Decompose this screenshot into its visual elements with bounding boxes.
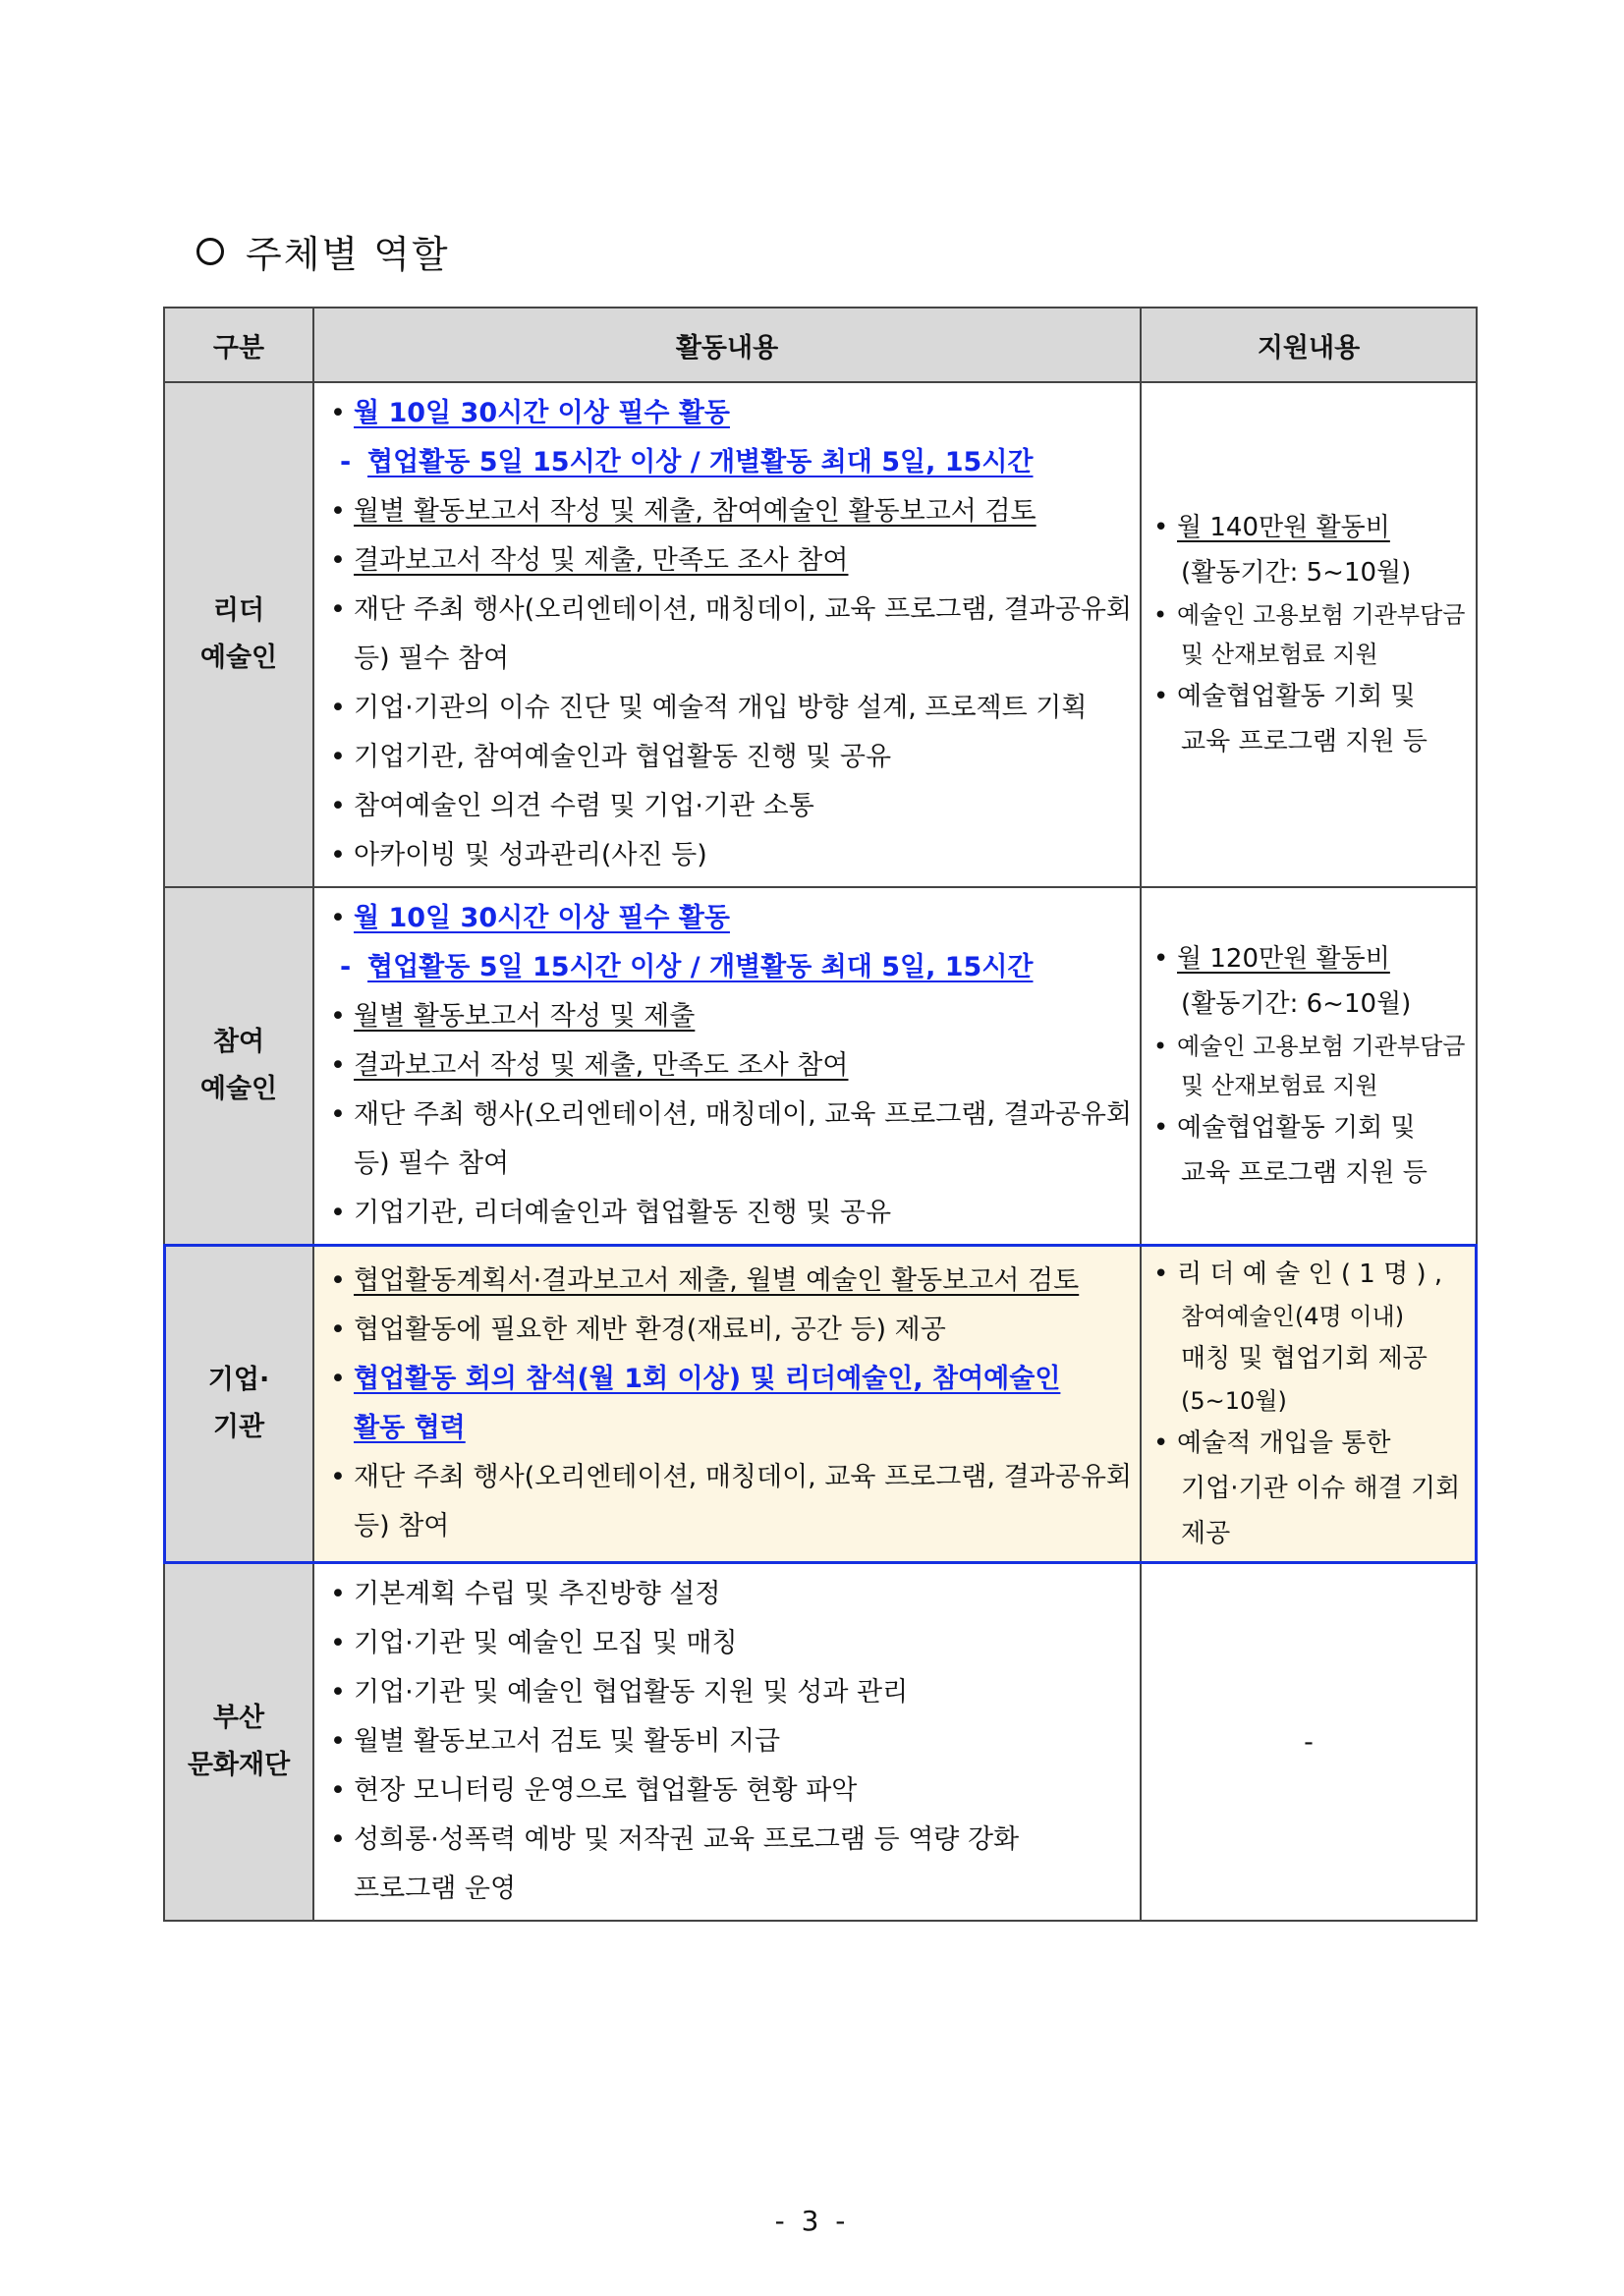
support-cell xyxy=(1141,1563,1477,1921)
line-text: 및 산재보험료 지원 xyxy=(1181,1072,1378,1099)
line-text: (활동기간: 5~10월) xyxy=(1181,558,1412,588)
support-cell xyxy=(1141,382,1477,887)
line-text: 프로그램 운영 xyxy=(354,1874,517,1904)
activities-cell xyxy=(313,887,1141,1245)
bullet-line xyxy=(330,1041,1130,1091)
bullet-line xyxy=(330,1766,1130,1816)
continuation-line xyxy=(1153,1381,1464,1421)
continuation-line xyxy=(1153,1150,1464,1196)
continuation-line xyxy=(1153,1297,1464,1336)
bullet-dot-icon: • xyxy=(1153,682,1169,711)
header-support: 지원내용 xyxy=(1141,308,1477,382)
continuation-line xyxy=(1153,719,1464,764)
bullet-line xyxy=(330,1453,1130,1502)
dash-icon: - xyxy=(340,447,352,477)
bullet-dot-icon: • xyxy=(1153,1033,1168,1060)
bullet-line xyxy=(1153,505,1464,550)
bullet-line xyxy=(330,1355,1130,1404)
line-text: 협업활동 회의 참석(월 1회 이상) 및 리더예술인, 참여예술인 xyxy=(354,1364,1061,1394)
category-label: 리더 xyxy=(212,595,265,626)
bullet-line xyxy=(1153,936,1464,981)
continuation-line xyxy=(330,635,1130,684)
bullet-line xyxy=(330,782,1130,831)
line-text: 교육 프로그램 지원 등 xyxy=(1181,1158,1428,1188)
bullet-dot-icon: • xyxy=(330,1315,346,1345)
bullet-dot-icon: • xyxy=(330,496,346,527)
line-text: 협업활동에 필요한 제반 환경(재료비, 공간 등) 제공 xyxy=(354,1315,946,1345)
bullet-dot-icon: • xyxy=(1153,1113,1169,1143)
line-text: 기업기관, 리더예술인과 협업활동 진행 및 공유 xyxy=(354,1198,892,1228)
category-cell xyxy=(164,1245,313,1563)
line-text: 등) 필수 참여 xyxy=(354,1148,510,1179)
bullet-dot-icon: • xyxy=(330,1628,346,1658)
bullet-line xyxy=(1153,1252,1464,1297)
line-text: 협업활동 5일 15시간 이상 / 개별활동 최대 5일, 15시간 xyxy=(367,952,1034,982)
bullet-line xyxy=(330,733,1130,782)
bullet-line xyxy=(330,487,1130,536)
circle-bullet-icon xyxy=(196,238,224,265)
bullet-dot-icon: • xyxy=(330,1726,346,1757)
bullet-line xyxy=(330,1570,1130,1619)
bullet-dot-icon: • xyxy=(330,903,346,933)
bullet-line xyxy=(330,389,1130,438)
bullet-dot-icon: • xyxy=(330,1001,346,1032)
bullet-line xyxy=(330,1189,1130,1238)
bullet-dot-icon: • xyxy=(330,1677,346,1708)
bullet-dot-icon: • xyxy=(330,398,346,428)
bullet-line xyxy=(330,1091,1130,1140)
bullet-line xyxy=(330,1668,1130,1717)
line-text: 성희롱·성폭력 예방 및 저작권 교육 프로그램 등 역량 강화 xyxy=(354,1824,1020,1855)
line-text: 예술인 고용보험 기관부담금 xyxy=(1177,601,1466,629)
line-text: 기업·기관 및 예술인 모집 및 매칭 xyxy=(354,1628,738,1658)
category-label: 참여 xyxy=(212,1027,265,1057)
line-text: 월별 활동보고서 작성 및 제출 xyxy=(354,1001,696,1032)
category-label: 문화재단 xyxy=(187,1750,291,1780)
category-label: 부산 xyxy=(212,1703,265,1733)
line-text: 월 120만원 활동비 xyxy=(1177,944,1390,974)
line-text: 협업활동 5일 15시간 이상 / 개별활동 최대 5일, 15시간 xyxy=(367,447,1034,477)
activities-cell xyxy=(313,1563,1141,1921)
bullet-dot-icon: • xyxy=(330,1198,346,1228)
line-text: 결과보고서 작성 및 제출, 만족도 조사 참여 xyxy=(354,545,849,576)
bullet-dot-icon: • xyxy=(330,1265,346,1296)
line-text: 기본계획 수립 및 추진방향 설정 xyxy=(354,1579,721,1609)
table-row xyxy=(164,382,1477,887)
bullet-dot-icon: • xyxy=(330,1579,346,1609)
category-cell xyxy=(164,1563,313,1921)
bullet-dot-icon: • xyxy=(1153,601,1168,629)
continuation-line xyxy=(330,1140,1130,1189)
line-text: 기업·기관의 이슈 진단 및 예술적 개입 방향 설계, 프로젝트 기획 xyxy=(354,693,1088,723)
line-text: 월별 활동보고서 검토 및 활동비 지급 xyxy=(354,1726,781,1757)
line-text: 아카이빙 및 성과관리(사진 등) xyxy=(354,840,707,870)
continuation-line xyxy=(330,1865,1130,1914)
continuation-line xyxy=(1153,981,1464,1027)
bullet-dot-icon: • xyxy=(1153,1260,1169,1289)
line-text: 기업·기관 이슈 해결 기회 xyxy=(1181,1474,1461,1503)
bullet-dot-icon: • xyxy=(330,594,346,625)
line-text: 협업활동계획서·결과보고서 제출, 월별 예술인 활동보고서 검토 xyxy=(354,1265,1080,1296)
line-text: 기업기관, 참여예술인과 협업활동 진행 및 공유 xyxy=(354,742,892,772)
line-text: 예술적 개입을 통한 xyxy=(1177,1428,1391,1458)
bullet-dot-icon: • xyxy=(330,791,346,821)
line-text: (5~10월) xyxy=(1181,1387,1287,1415)
continuation-line xyxy=(1153,1466,1464,1511)
bullet-line xyxy=(1153,1421,1464,1466)
activities-cell xyxy=(313,1245,1141,1563)
bullet-dot-icon: • xyxy=(1153,513,1169,542)
line-text: (활동기간: 6~10월) xyxy=(1181,989,1412,1019)
bullet-dot-icon: • xyxy=(330,1462,346,1492)
continuation-line xyxy=(330,1404,1130,1453)
continuation-line xyxy=(1153,635,1464,674)
continuation-line xyxy=(1153,1066,1464,1105)
line-text: 결과보고서 작성 및 제출, 만족도 조사 참여 xyxy=(354,1050,849,1081)
bullet-line xyxy=(330,1717,1130,1766)
bullet-dot-icon: • xyxy=(330,1824,346,1855)
activities-cell xyxy=(313,382,1141,887)
table-header-row xyxy=(164,308,1477,382)
bullet-dot-icon: • xyxy=(330,1775,346,1806)
line-text: 예술협업활동 기회 및 xyxy=(1177,1113,1416,1143)
bullet-line xyxy=(330,586,1130,635)
bullet-line xyxy=(330,684,1130,733)
line-text: 예술인 고용보험 기관부담금 xyxy=(1177,1033,1466,1060)
line-text: 참여예술인(4명 이내) xyxy=(1181,1303,1405,1330)
bullet-line xyxy=(330,943,1130,992)
category-cell xyxy=(164,382,313,887)
line-text: 기업·기관 및 예술인 협업활동 지원 및 성과 관리 xyxy=(354,1677,909,1708)
support-cell xyxy=(1141,887,1477,1245)
category-cell xyxy=(164,887,313,1245)
line-text: 활동 협력 xyxy=(354,1413,466,1443)
bullet-line xyxy=(330,894,1130,943)
dash-icon: - xyxy=(340,952,352,982)
line-text: 및 산재보험료 지원 xyxy=(1181,641,1378,668)
line-text: 등) 필수 참여 xyxy=(354,644,510,674)
page-number: - 3 - xyxy=(774,2205,850,2237)
header-activities: 활동내용 xyxy=(313,308,1141,382)
table-row xyxy=(164,1563,1477,1921)
bullet-line xyxy=(330,1257,1130,1306)
category-label: 예술인 xyxy=(199,1074,278,1104)
continuation-line xyxy=(1153,1336,1464,1381)
line-text: 재단 주최 행사(오리엔테이션, 매칭데이, 교육 프로그램, 결과공유회 xyxy=(354,1462,1132,1492)
header-category: 구분 xyxy=(164,308,313,382)
bullet-dot-icon: • xyxy=(330,1364,346,1394)
line-text: 월 10일 30시간 이상 필수 활동 xyxy=(354,903,730,933)
support-empty-dash: - xyxy=(1304,1726,1314,1758)
continuation-line xyxy=(1153,550,1464,595)
line-text: 현장 모니터링 운영으로 협업활동 현황 파악 xyxy=(354,1775,858,1806)
continuation-line xyxy=(1153,1511,1464,1556)
category-label: 기업· xyxy=(207,1365,270,1395)
bullet-dot-icon: • xyxy=(330,693,346,723)
line-text: 제공 xyxy=(1181,1519,1231,1548)
bullet-line xyxy=(330,831,1130,880)
line-text: 리 더 예 술 인 ( 1 명 ) , xyxy=(1177,1260,1443,1289)
bullet-line xyxy=(1153,1105,1464,1150)
line-text: 매칭 및 협업기회 제공 xyxy=(1181,1344,1428,1373)
line-text: 재단 주최 행사(오리엔테이션, 매칭데이, 교육 프로그램, 결과공유회 xyxy=(354,1099,1132,1130)
line-text: 월 10일 30시간 이상 필수 활동 xyxy=(354,398,730,428)
section-title-text: 주체별 역할 xyxy=(246,233,450,276)
bullet-line xyxy=(1153,1027,1464,1066)
bullet-line xyxy=(1153,674,1464,719)
section-title xyxy=(196,224,450,278)
bullet-line xyxy=(330,992,1130,1041)
bullet-line xyxy=(330,536,1130,586)
bullet-dot-icon: • xyxy=(1153,1428,1169,1458)
bullet-line xyxy=(1153,595,1464,635)
line-text: 예술협업활동 기회 및 xyxy=(1177,682,1416,711)
line-text: 재단 주최 행사(오리엔테이션, 매칭데이, 교육 프로그램, 결과공유회 xyxy=(354,594,1132,625)
line-text: 교육 프로그램 지원 등 xyxy=(1181,727,1428,756)
bullet-dot-icon: • xyxy=(1153,944,1169,974)
support-cell xyxy=(1141,1245,1477,1563)
category-label: 예술인 xyxy=(199,643,278,673)
line-text: 등) 참여 xyxy=(354,1511,450,1541)
bullet-line xyxy=(330,1619,1130,1668)
bullet-dot-icon: • xyxy=(330,840,346,870)
bullet-line xyxy=(330,438,1130,487)
bullet-dot-icon: • xyxy=(330,1099,346,1130)
line-text: 월별 활동보고서 작성 및 제출, 참여예술인 활동보고서 검토 xyxy=(354,496,1036,527)
line-text: 월 140만원 활동비 xyxy=(1177,513,1390,542)
bullet-line xyxy=(330,1816,1130,1865)
roles-table xyxy=(163,307,1478,1922)
line-text: 참여예술인 의견 수렴 및 기업·기관 소통 xyxy=(354,791,814,821)
bullet-dot-icon: • xyxy=(330,742,346,772)
table-row xyxy=(164,887,1477,1245)
bullet-line xyxy=(330,1306,1130,1355)
bullet-dot-icon: • xyxy=(330,1050,346,1081)
bullet-dot-icon: • xyxy=(330,545,346,576)
category-label: 기관 xyxy=(212,1412,265,1442)
continuation-line xyxy=(330,1502,1130,1551)
table-row xyxy=(164,1245,1477,1563)
